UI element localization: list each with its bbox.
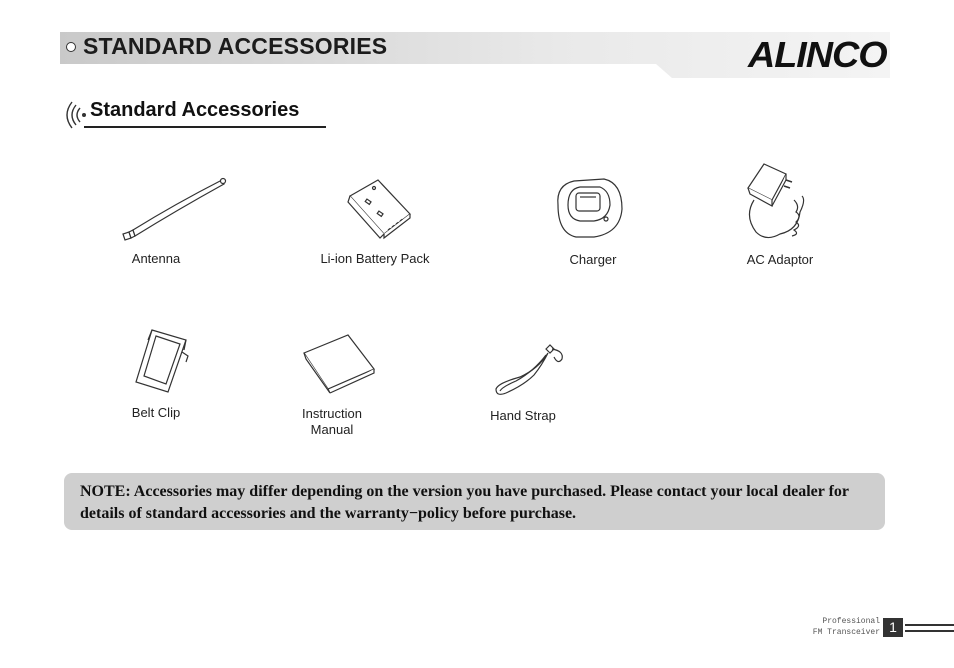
item-label-manual (287, 406, 377, 438)
item-label-manual-line2: Manual (310, 422, 354, 437)
section-title: Standard Accessories (90, 99, 300, 121)
antenna-icon (115, 176, 230, 244)
ac-adaptor-icon (742, 160, 812, 244)
item-label-manual-line1: Instruction (302, 406, 362, 421)
item-label-battery: Li-ion Battery Pack (320, 251, 430, 266)
footer-professional: Professional (822, 617, 880, 626)
manual-icon (300, 333, 376, 395)
charger-icon (554, 175, 626, 241)
item-label-charger: Charger (569, 252, 617, 267)
footer-rule-bottom (905, 630, 954, 632)
item-label-ac-adaptor: AC Adaptor (746, 252, 814, 267)
item-label-hand-strap: Hand Strap (490, 408, 556, 423)
battery-pack-icon (344, 178, 414, 240)
section-underline (84, 126, 326, 128)
header-bullet-icon (66, 42, 76, 52)
note-text: NOTE: Accessories may differ depending on the version you have purchased. Please contact your local dealer for details of standard accessories and the warranty−policy before purchase. (80, 483, 849, 522)
item-label-belt-clip: Belt Clip (131, 405, 181, 420)
footer-transceiver: FM Transceiver (812, 628, 880, 637)
page-title: STANDARD ACCESSORIES (83, 33, 388, 59)
brand-logo: ALINCO (748, 34, 887, 75)
hand-strap-icon (490, 343, 570, 399)
footer-rule-top (905, 624, 954, 626)
item-label-antenna: Antenna (131, 251, 181, 266)
belt-clip-icon (132, 326, 192, 396)
page-number: 1 (883, 618, 903, 637)
